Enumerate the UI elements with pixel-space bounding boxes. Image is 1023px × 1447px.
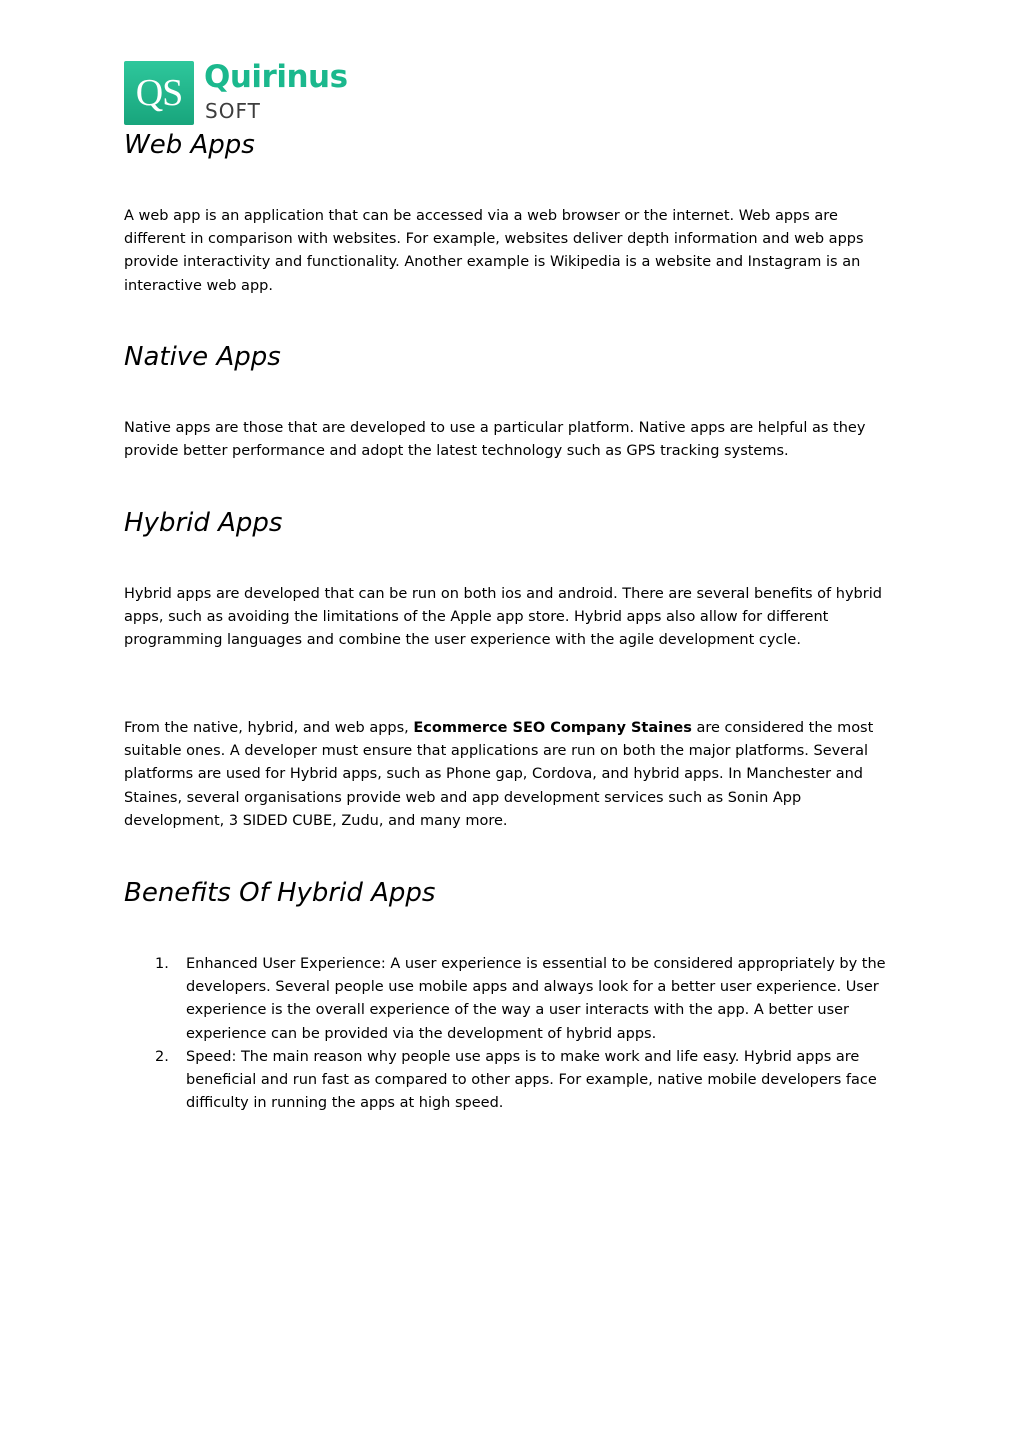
list-item-number: 1. — [155, 956, 169, 972]
summary-text-start: From the native, hybrid, and web apps, — [124, 720, 414, 736]
logo-subtitle: SOFT — [205, 99, 261, 123]
company-logo — [124, 61, 354, 125]
heading-benefits: Benefits Of Hybrid Apps — [124, 878, 436, 908]
logo-mark-text: QS — [135, 72, 183, 114]
list-item — [124, 1046, 896, 1116]
heading-hybrid-apps: Hybrid Apps — [124, 508, 283, 538]
list-item-number: 2. — [155, 1048, 169, 1065]
list-item — [124, 953, 896, 1046]
paragraph-hybrid-summary — [124, 717, 896, 833]
heading-native-apps: Native Apps — [124, 342, 281, 372]
heading-web-apps: Web Apps — [124, 130, 255, 160]
summary-text-end: are considered the most suitable ones. A developer must ensure that applications are run on both the major platforms. Several platforms are used for Hybrid apps, such as Phone gap, Cordova, and hybrid apps. In Manchester and Staines, several organisations provide web and app development services such as Sonin App development, 3 SIDED CUBE, Zudu, and many more. — [124, 720, 874, 829]
list-item-text: Enhanced User Experience: A user experience is essential to be considered appropriately by the developers. Several people use mobile apps and always look for a better user experience. User experience is the overall experience of the way a user interacts with the app. A better user experience can be provided via the development of hybrid apps. — [186, 956, 886, 1042]
benefits-list — [124, 953, 896, 1115]
paragraph-native-apps: Native apps are those that are developed to use a particular platform. Native apps are helpful as they provide better performance and adopt the latest technology such as GPS tracking systems. — [124, 420, 866, 460]
logo-mark — [124, 61, 194, 125]
paragraph-hybrid-apps: Hybrid apps are developed that can be run on both ios and android. There are several benefits of hybrid apps, such as avoiding the limitations of the Apple app store. Hybrid apps also allow for different programming languages and combine the user experience with the agile development cycle. — [124, 586, 882, 649]
seo-company-link[interactable]: Ecommerce SEO Company Staines — [413, 720, 692, 736]
paragraph-web-apps: A web app is an application that can be accessed via a web browser or the internet. Web apps are different in comparison with websites. For example, websites deliver depth information and web apps provide interactivity and functionality. Another example is Wikipedia is a website and Instagram is an interactive web app. — [124, 208, 864, 294]
logo-name: Quirinus — [204, 59, 348, 95]
list-item-text: Speed: The main reason why people use apps is to make work and life easy. Hybrid apps are beneficial and run fast as compared to other apps. For example, native mobile developers face difficulty in running the apps at high speed. — [186, 1048, 877, 1112]
